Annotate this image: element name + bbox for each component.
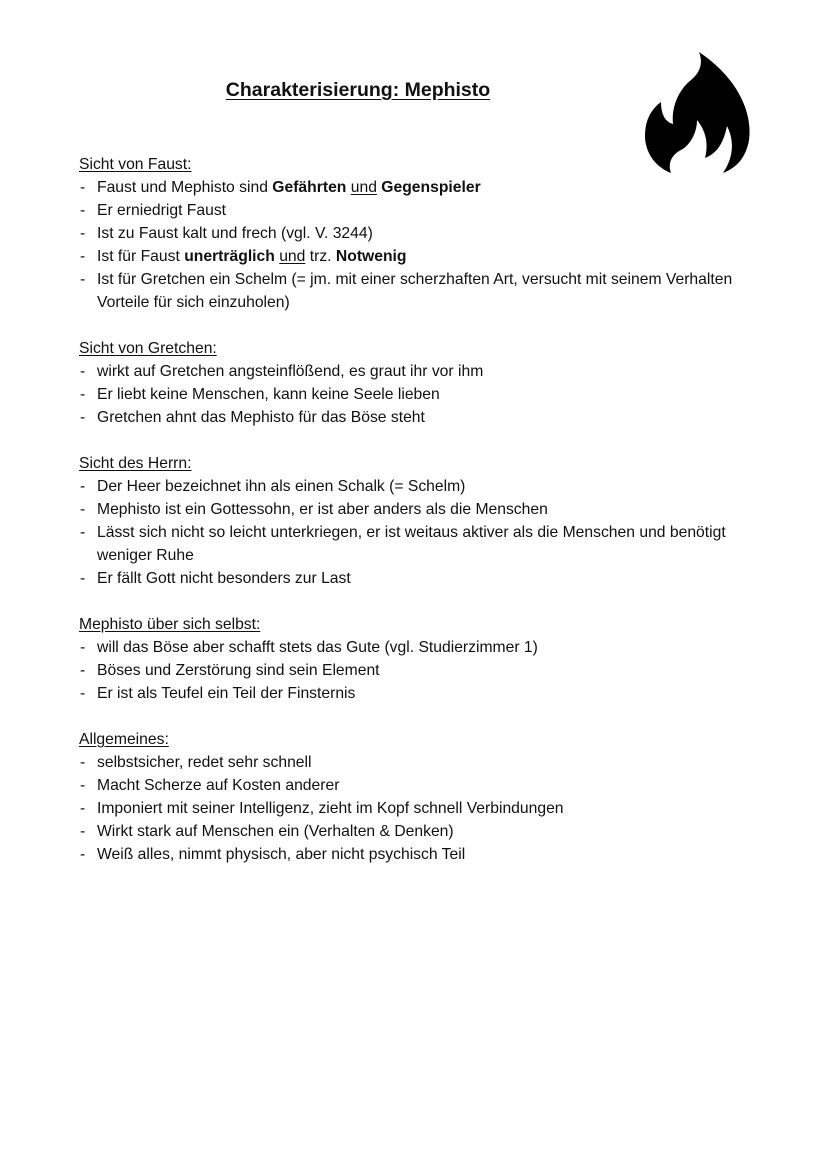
page-title: Charakterisierung: Mephisto: [225, 79, 491, 101]
list-item: - will das Böse aber schafft stets das Gute (vgl. Studierzimmer 1): [79, 636, 739, 659]
section-heading: Sicht von Faust:: [79, 156, 192, 173]
list-item: - Gretchen ahnt das Mephisto für das Böse steht: [79, 406, 739, 429]
underlined-text: und: [279, 248, 306, 265]
list-item: - Er ist als Teufel ein Teil der Finsternis: [79, 682, 739, 705]
bullet-list: [79, 636, 739, 705]
list-item: - Imponiert mit seiner Intelligenz, zieht im Kopf schnell Verbindungen: [79, 797, 739, 820]
section-heading: Sicht von Gretchen:: [79, 340, 217, 357]
list-item: - Der Heer bezeichnet ihn als einen Schalk (= Schelm): [79, 475, 739, 498]
list-item: - Er fällt Gott nicht besonders zur Last: [79, 567, 739, 590]
list-item: - Er liebt keine Menschen, kann keine Seele lieben: [79, 383, 739, 406]
underlined-text: und: [350, 179, 377, 196]
section: [79, 153, 739, 314]
list-item: [79, 176, 739, 199]
list-item: - Er erniedrigt Faust: [79, 199, 739, 222]
list-item: [79, 245, 739, 268]
bold-text: unerträglich: [184, 248, 275, 265]
list-item: - Böses und Zerstörung sind sein Element: [79, 659, 739, 682]
list-item: - Macht Scherze auf Kosten anderer: [79, 774, 739, 797]
text-segment: Ist für Faust: [97, 248, 185, 265]
bullet-list: [79, 176, 739, 314]
text-segment: trz.: [305, 248, 336, 265]
section: [79, 337, 739, 429]
list-item: - Ist zu Faust kalt und frech (vgl. V. 3244): [79, 222, 739, 245]
text-segment: Faust und Mephisto sind: [97, 179, 273, 196]
list-item: - Wirkt stark auf Menschen ein (Verhalten & Denken): [79, 820, 739, 843]
section-heading: Sicht des Herrn:: [79, 455, 192, 472]
content: [79, 153, 739, 889]
bullet-list: [79, 475, 739, 590]
list-item: - Lässt sich nicht so leicht unterkriegen, er ist weitaus aktiver als die Menschen und benötigt weniger Ruhe: [79, 521, 739, 567]
bold-text: Gefährten: [272, 179, 347, 196]
section: [79, 452, 739, 590]
bullet-list: [79, 751, 739, 866]
list-item: - Weiß alles, nimmt physisch, aber nicht psychisch Teil: [79, 843, 739, 866]
section: [79, 728, 739, 866]
list-item: - selbstsicher, redet sehr schnell: [79, 751, 739, 774]
bold-text: Gegenspieler: [381, 179, 481, 196]
list-item: - Ist für Gretchen ein Schelm (= jm. mit einer scherzhaften Art, versucht mit seinem Verhalten Vorteile für sich einzuholen): [79, 268, 739, 314]
list-item: - wirkt auf Gretchen angsteinflößend, es graut ihr vor ihm: [79, 360, 739, 383]
bold-text: Notwenig: [335, 248, 407, 265]
section: [79, 613, 739, 705]
section-heading: Mephisto über sich selbst:: [79, 616, 261, 633]
list-item: - Mephisto ist ein Gottessohn, er ist aber anders als die Menschen: [79, 498, 739, 521]
bullet-list: [79, 360, 739, 429]
section-heading: Allgemeines:: [79, 731, 169, 748]
